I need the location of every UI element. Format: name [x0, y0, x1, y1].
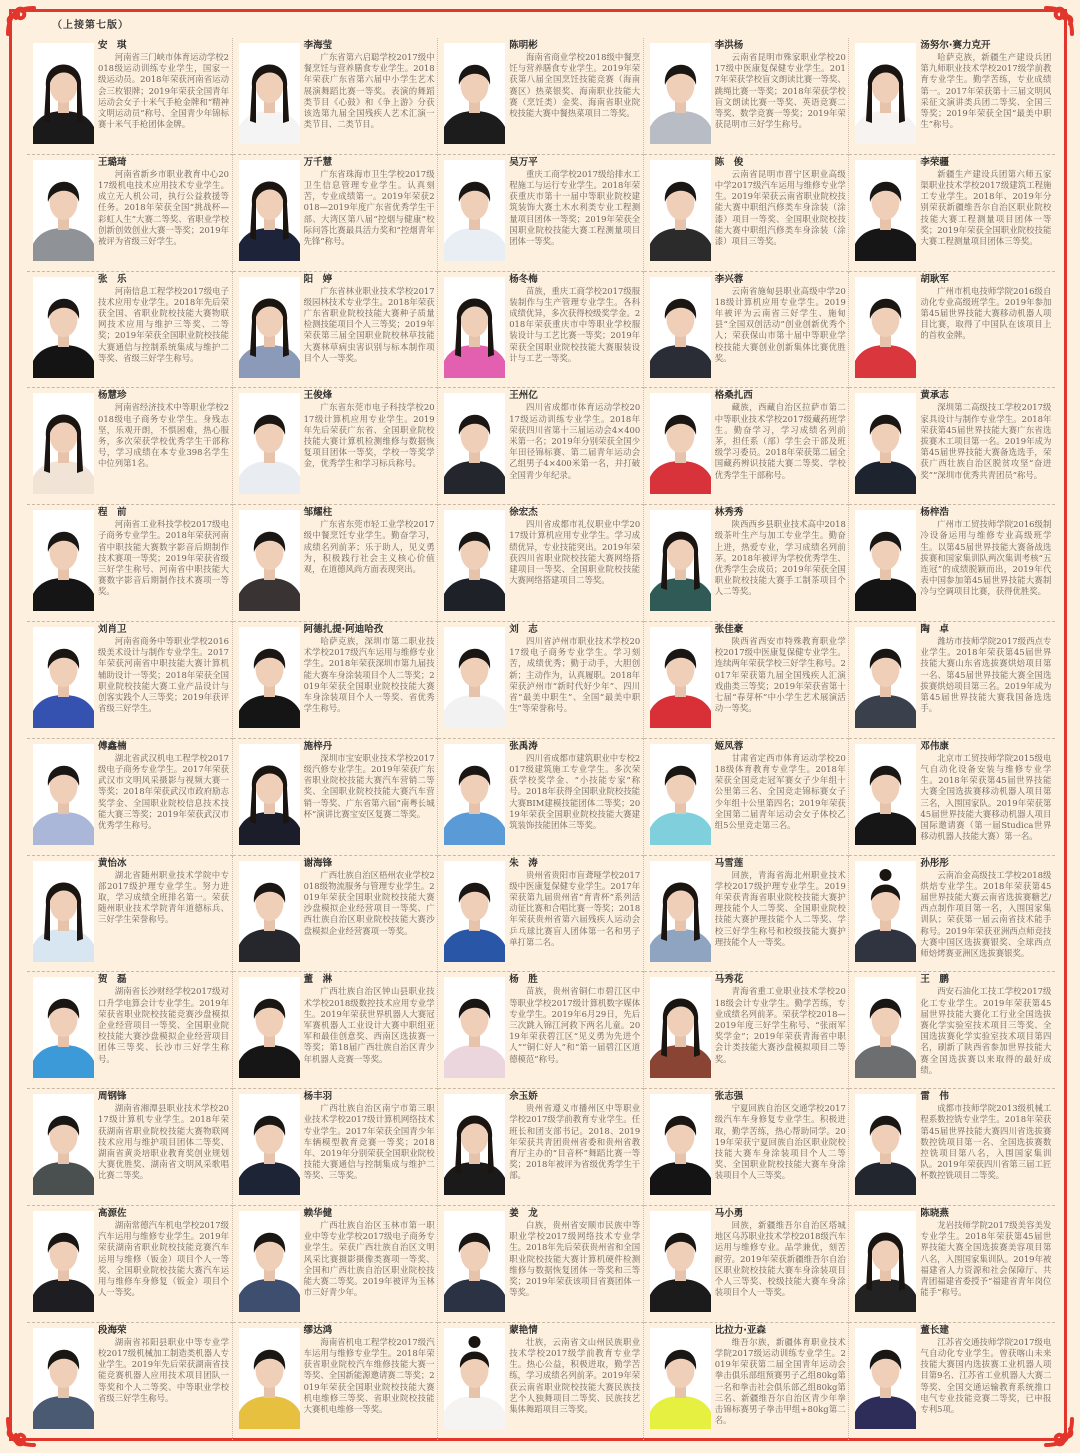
- person-name: 傅鑫楠: [98, 740, 127, 752]
- profile-card: [644, 38, 850, 155]
- person-bio: 陕西西乡县职业技术高中2018级茶叶生产与加工专业学生。勤奋上进，热爱专业，学习成绩名列前茅。2018年被评为学校优秀学生、优秀学生会成员；2019年荣获全国职业院校技能大赛手工制茶项目个人二等奖。: [714, 519, 846, 597]
- person-bio: 广西壮族自治区南宁市第三职业技术学校2017级计算机网络技术专业学生。2017年荣获全国青少年车辆模型教育竞赛一等奖；2018年、2019年分别荣获全国职业院校技能大赛通信与控制集成与维护二等奖、三等奖。: [303, 1103, 435, 1181]
- corner-ornament-icon: [4, 4, 38, 38]
- person-bio: 云南省昆明市殊家职业学校2017级中医康复保健专业学生。2017年荣获学校盲文朗读比赛一等奖、跳绳比赛一等奖；2018年荣获学校盲文朗读比赛一等奖、英语竞赛二等奖、数学竞赛一等奖；2019年荣获昆明市三好学生称号。: [714, 52, 846, 130]
- person-name: 吴万平: [509, 156, 538, 168]
- portrait-photo: [444, 1094, 505, 1195]
- profile-card: [233, 38, 439, 155]
- person-name: 张佳豪: [714, 623, 744, 635]
- continuation-note: （上接第七版）: [52, 20, 129, 31]
- person-bio: 哈萨克族，深圳市第二职业技术学校2017级汽车运用与维修专业学生。2018年荣获深圳市第九届技能大赛车身涂装项目个人二等奖；2019年荣获全国职业院校技能大赛车身涂装项目个人一等奖、省优秀学生称号。: [303, 635, 435, 714]
- person-name: 蒙艳情: [509, 1324, 538, 1336]
- profile-card: [438, 388, 644, 505]
- person-bio: 广东省林业职业技术学校2017级园林技术专业学生。2018年荣获广东省职业院校技能大赛种子质量检测技能项目个人三等奖；2019年荣获第三届全国职业院校林草技能大赛林草病虫害识别与标本制作项目个人一等奖。: [303, 285, 435, 363]
- portrait-photo: [855, 160, 916, 261]
- portrait-photo: [650, 160, 711, 261]
- portrait-photo: [650, 744, 711, 845]
- portrait-photo: [855, 977, 916, 1078]
- profile-card: [644, 739, 850, 856]
- person-name: 杨丰羽: [303, 1091, 333, 1103]
- profile-card: [644, 622, 850, 739]
- profile-card: [644, 1323, 850, 1440]
- profile-card: [644, 272, 850, 389]
- person-bio: 潍坊市技师学院2017级西点专业学生。2018年荣获第45届世界技能大赛山东省选拔赛烘焙项目第一名、第45届世界技能大赛全国选拔赛烘焙项目第三名。2019年成为第45届世界技能大赛我国备选选手。: [920, 635, 1052, 714]
- profile-card: [233, 856, 439, 973]
- portrait-photo: [239, 277, 300, 378]
- person-bio: 广东省东莞市轻工业学校2017级中餐烹饪专业学生。勤奋学习，成绩名列前茅；乐于助人，见义勇为，积极践行社会主义核心价值观，在道德风尚方面表现突出。: [303, 519, 435, 574]
- profile-card: [27, 856, 233, 973]
- person-name: 徐宏杰: [509, 507, 538, 519]
- profile-card: [849, 155, 1055, 272]
- profile-card: [438, 272, 644, 389]
- profile-card: [27, 1323, 233, 1440]
- portrait-photo: [650, 627, 711, 728]
- person-name: 缪达鸿: [303, 1324, 333, 1336]
- profile-card: [233, 505, 439, 622]
- person-name: 李兴蓉: [714, 273, 744, 285]
- person-name: 李洪杨: [714, 40, 744, 51]
- person-bio: 湖北省随州职业技术学院中专部2017级护理专业学生。努力进取，学习成绩全班排名第一。荣获随州职业技术学院青年道德标兵、三好学生荣誉称号。: [98, 869, 229, 925]
- person-name: 佘玉娇: [509, 1091, 538, 1103]
- person-bio: 苗族，贵州省铜仁市碧江区中等职业学校2017级计算机数字媒体专业学生。2019年6月29日，先后三次跳入锦江河救下两名儿童。2019年荣获碧江区“见义勇为先进个人”“铜仁好人”和“第一届碧江区道德模范”称号。: [509, 986, 641, 1064]
- person-bio: 湖南省湘潭县职业技术学校2017级计算机专业学生。2018年荣获湖南省职业院校技能大赛物联网技术应用与维护项目团体二等奖、湖南省黄炎培职业教育奖创业规划大赛优胜奖、湖南省文明风采歌唱比赛二等奖。: [98, 1103, 229, 1181]
- person-name: 阿德扎提·阿迪哈孜: [303, 623, 384, 635]
- portrait-photo: [33, 160, 94, 261]
- person-bio: 广东省第六启聪学校2017级中餐烹饪与营养膳食专业学生。2018年荣获广东省第六届中小学生艺术展演舞蹈比赛一等奖。表演的舞蹈类节目《心鼓》和《争上游》分获该选第九届全国残疾人艺术汇演一类节目、二类节目。: [303, 52, 435, 130]
- person-name: 陶 卓: [920, 623, 949, 635]
- person-name: 林秀秀: [714, 507, 744, 519]
- person-bio: 湖南省祁阳县职业中等专业学校2017级机械加工制造类机器人专业学生。2019年先后荣获湖南省技能竞赛机器人应用技术项目团队一等奖和个人二等奖、中等职业学校省级三好学生称号。: [98, 1336, 229, 1403]
- profile-card: [27, 388, 233, 505]
- person-bio: 青海省重工业职业技术学校2018级会计专业学生。勤学苦练，专业成绩名列前茅。荣获学校2018—2019年度三好学生称号、“张雨军奖学金”；2019年荣获青海省中职会计类技能大赛沙盘模拟项目二等奖。: [714, 986, 846, 1064]
- person-bio: 四川省成都市礼仪职业中学2017级计算机应用专业学生。学习成绩优异，专业技能突出。2019年荣获四川省职业院校技能大赛网络搭建项目一等奖、全国职业院校技能大赛网络搭建项目二等奖。: [509, 519, 641, 586]
- person-name: 姬凤蓉: [714, 740, 744, 752]
- person-bio: 云南省昆明市晋宁区职业高级中学2017级汽车运用与维修专业学生。2019年荣获云南省职业院校技能大赛中职组汽修类车身涂装（涂漆）项目一等奖、全国职业院校技能大赛中职组汽修类车身涂装（涂漆）项目三等奖。: [714, 168, 846, 247]
- portrait-photo: [650, 861, 711, 962]
- person-name: 杨 胜: [509, 974, 538, 986]
- person-bio: 新疆生产建设兵团第六师五家渠职业技术学校2017级建筑工程施工专业学生。2018年、2019年分别荣获新疆维吾尔自治区职业院校技能大赛工程测量项目团体一等奖；2019年荣获全国职业院校技能大赛工程测量项目团体三等奖。: [920, 168, 1052, 247]
- profile-card: [849, 505, 1055, 622]
- person-bio: 贵州省遵义市播州区中等职业学校2017级学前教育专业学生。任班长和团支部书记。2018、2019年荣获共青团贵州省委和贵州省教育厅主办的“目音杯”舞蹈比赛一等奖；2018年被评为省级优秀学生干部。: [509, 1103, 641, 1181]
- person-bio: 广西壮族自治区梧州农业学校2018级物流服务与管理专业学生。2019年荣获全国职业院校技能大赛沙盘模拟企业经营项目一等奖、广西壮族自治区职业院校技能大赛沙盘模拟企业经营赛项一等奖。: [303, 869, 435, 936]
- person-name: 孙彤彤: [920, 857, 949, 869]
- person-name: 贺 磊: [98, 974, 127, 986]
- portrait-photo: [33, 744, 94, 845]
- portrait-photo: [239, 43, 300, 144]
- person-bio: 广西壮族自治区钟山县职业技术学校2018级数控技术应用专业学生。2019年荣获世界机器人大赛冠军赛机器人工业设计大赛中职组亚军和最佳创意奖、西南区选拔赛一等奖；第18届广西壮族自治区青少年机器人竞赛一等奖。: [303, 986, 435, 1064]
- person-bio: 深圳第二高级技工学校2017级家具设计与制作专业学生。2018年荣获第45届世界技能大赛广东省选拔赛木工项目第一名。2019年成为第45届世界技能大赛备选选手，荣获广西壮族自治区脱贫攻坚“奋进奖”“深圳市优秀共青团员”称号。: [920, 402, 1052, 480]
- profile-card: [644, 505, 850, 622]
- person-name: 黄承志: [920, 390, 949, 402]
- person-name: 周钢锋: [98, 1091, 127, 1103]
- profile-card: [438, 1089, 644, 1206]
- portrait-photo: [855, 1211, 916, 1312]
- profile-card: [849, 972, 1055, 1089]
- portrait-photo: [33, 1328, 94, 1429]
- portrait-photo: [239, 1328, 300, 1429]
- person-bio: 重庆工商学校2017级给排水工程施工与运行专业学生。2018年荣获重庆市第十一届中等职业院校建筑装饰大赛土木水利类专业工程测量项目团体一等奖；2019年荣获全国职业院校技能大赛工程测量项目团体一等奖。: [509, 168, 641, 247]
- person-name: 施梓丹: [303, 740, 333, 752]
- person-name: 格桑扎西: [714, 390, 753, 402]
- person-bio: 广东省珠海市卫生学校2017级卫生信息管理专业学生。认真刻苦，专业成绩第一。2019年荣获2018—2019年度广东省优秀学生干部、大湾区第八届“控烟与健康”校际问答比赛最具活力奖和“控烟青年先锋”称号。: [303, 168, 435, 247]
- person-bio: 广州市工贸技师学院2016级制冷设备运用与维修专业高级班学生。以第45届世界技能大赛备战选拔赛和国家集训队两次集训考核“五连冠”的成绩脱颖而出，2019年代表中国参加第45届世界技能大赛制冷与空调项目比赛，获得优胜奖。: [920, 519, 1052, 597]
- profile-card: [438, 1206, 644, 1323]
- profile-card: [849, 272, 1055, 389]
- portrait-photo: [650, 277, 711, 378]
- person-bio: 河南省新乡市职业教育中心2017级机电技术应用技术专业学生。成立无人机公司，执行公益救援等任务。2018年荣获全国“挑战杯—彩虹人生”大赛二等奖、省职业学校创新创效创业大赛一等奖；2019年被评为省级三好学生。: [98, 168, 229, 247]
- profile-card: [27, 38, 233, 155]
- portrait-photo: [650, 1211, 711, 1312]
- person-name: 安 琪: [98, 40, 127, 51]
- person-bio: 四川省成都市建筑职业中专校2017级建筑施工专业学生。多次荣获学校奖学金、“小技能专家”称号。2018年获得全国职业院校技能大赛BIM建模技能团体二等奖；2019年荣获全国职业院校技能大赛建筑装饰技能团体三等奖。: [509, 752, 641, 830]
- portrait-photo: [444, 393, 505, 494]
- person-bio: 云南冶金高级技工学校2018级烘焙专业学生。2018年荣获第45届世界技能大赛云南省选拔赛糖艺/西点制作项目第一名，入围国家集训队；荣获第一届云南省技术能手称号。2019年荣获亚洲西点师竞技大赛中国区选拔赛银奖、全球西点师焙烤赛亚洲区选拔赛银奖。: [920, 869, 1052, 958]
- profile-card: [644, 1089, 850, 1206]
- person-bio: 甘肃省定西市体育运动学校2018级体育教育专业学生。2018年荣获全国竞走冠军赛女子少年组十公里第三名、全国竞走锦标赛女子少年组十公里第四名；2019年荣获全国第二届青年运动会女子体校乙组5公里竞走第三名。: [714, 752, 846, 830]
- portrait-photo: [239, 510, 300, 611]
- profile-card: [438, 622, 644, 739]
- person-name: 王璐琦: [98, 156, 127, 168]
- person-bio: 苗族，重庆工商学校2017级服装制作与生产管理专业学生。各科成绩优异，多次获得校级奖学金。2018年荣获重庆市中等职业学校服装设计与工艺比赛一等奖；2019年荣获全国职业院校技能大赛服装设计与工艺一等奖。: [509, 285, 641, 363]
- person-name: 邹耀柱: [303, 507, 333, 519]
- portrait-photo: [33, 1094, 94, 1195]
- person-bio: 湖南常德汽车机电学校2017级汽车运用与维修专业学生。2019年荣获湖南省职业院校技能竞赛汽车运用与维修（钣金）项目个人一等奖、全国职业院校技能大赛汽车运用与维修车身修复（钣金）项目个人一等奖。: [98, 1219, 229, 1298]
- portrait-photo: [239, 1211, 300, 1312]
- profile-card: [27, 622, 233, 739]
- profile-card: [233, 272, 439, 389]
- portrait-photo: [444, 744, 505, 845]
- profile-card: [438, 155, 644, 272]
- person-name: 朱 涛: [509, 857, 538, 869]
- portrait-photo: [33, 977, 94, 1078]
- person-name: 刘 志: [509, 623, 538, 635]
- person-name: 马小勇: [714, 1207, 744, 1219]
- portrait-photo: [444, 277, 505, 378]
- profile-card: [644, 856, 850, 973]
- portrait-photo: [650, 977, 711, 1078]
- person-name: 杨梓浩: [920, 507, 949, 519]
- person-name: 李海莹: [303, 40, 333, 51]
- person-name: 陈晓燕: [920, 1207, 949, 1219]
- person-bio: 广西壮族自治区玉林市第一职业中等专业学校2017级电子商务专业学生。荣获广西壮族自治区文明风采比赛摄影摄像类赛项一等奖、全国和广西壮族自治区职业院校技能大赛二等奖。2019年被评为玉林市三好青少年。: [303, 1219, 435, 1298]
- portrait-photo: [444, 510, 505, 611]
- person-name: 段海荣: [98, 1324, 127, 1336]
- person-bio: 白族，贵州省安顺市民族中等职业学校2017级网络技术专业学生。2018年先后荣获贵州省和全国职业院校技能大赛计算机硬件检测维修与数据恢复团体一等奖和三等奖；2019年荣获该项目省赛团体一等奖。: [509, 1219, 641, 1298]
- portrait-photo: [239, 861, 300, 962]
- portrait-photo: [855, 627, 916, 728]
- portrait-photo: [239, 1094, 300, 1195]
- person-bio: 广东省东莞市电子科技学校2017级计算机应用专业学生。2019年先后荣获广东省、全国职业院校技能大赛计算机检测维修与数据恢复项目团体一等奖，学校一等奖学金，优秀学生和学习标兵称号。: [303, 402, 435, 469]
- profile-card: [644, 1206, 850, 1323]
- person-name: 阳 婷: [303, 273, 333, 285]
- person-bio: 湖北省武汉机电工程学校2017级电子商务专业学生。2017年荣获武汉市文明风采摄影与视频大赛一等奖；2018年荣获武汉市政府励志奖学金、全国职业院校信息技术技能大赛三等奖；2019年荣获武汉市优秀学生称号。: [98, 752, 229, 830]
- person-name: 杨慧珍: [98, 390, 127, 402]
- portrait-photo: [33, 627, 94, 728]
- person-name: 陈明彬: [509, 40, 538, 51]
- profile-card: [233, 1089, 439, 1206]
- person-bio: 海南省机电工程学校2017级汽车运用与维修专业学生。2018年荣获省职业院校汽车维修技能大赛一等奖、全国新能源邀请赛二等奖；2019年荣获全国职业院校技能大赛机电维修三等奖、省职业院校技能大赛机电维修一等奖。: [303, 1336, 435, 1414]
- portrait-photo: [444, 627, 505, 728]
- person-name: 赖华健: [303, 1207, 333, 1219]
- corner-ornament-icon: [1042, 4, 1076, 38]
- portrait-photo: [650, 510, 711, 611]
- person-name: 黄怡冰: [98, 857, 127, 869]
- portrait-photo: [855, 1328, 916, 1429]
- profile-card: [233, 1206, 439, 1323]
- person-name: 董 淋: [303, 974, 333, 986]
- person-name: 董长建: [920, 1324, 949, 1336]
- profile-card: [233, 972, 439, 1089]
- person-name: 汤努尔·赛力克开: [920, 40, 991, 51]
- portrait-photo: [855, 277, 916, 378]
- portrait-photo: [33, 393, 94, 494]
- profile-card: [27, 1206, 233, 1323]
- person-bio: 回族，青海省海北州职业技术学校2017级护理专业学生。2019年荣获青海省职业院校技能大赛护理技能个人二等奖、全国职业院校技能大赛护理技能个人二等奖、学校三好学生称号和校级技能大赛护理技能个人一等奖。: [714, 869, 846, 947]
- portrait-photo: [650, 1328, 711, 1429]
- person-name: 马秀花: [714, 974, 744, 986]
- profile-grid: [27, 38, 1055, 1440]
- person-name: 杨冬梅: [509, 273, 538, 285]
- person-name: 姜 龙: [509, 1207, 538, 1219]
- portrait-photo: [444, 1211, 505, 1312]
- person-name: 陈 俊: [714, 156, 744, 168]
- profile-card: [27, 739, 233, 856]
- profile-card: [27, 972, 233, 1089]
- profile-card: [438, 972, 644, 1089]
- portrait-photo: [33, 43, 94, 144]
- person-bio: 龙岩技师学院2017级美容美发专业学生。2018年荣获第45届世界技能大赛全国选拔赛美容项目第八名，入围国家集训队。2019年被福建省人力资源和社会保障厅、共青团福建省委授予“福建省青年岗位能手”称号。: [920, 1219, 1052, 1298]
- person-bio: 湖南省长沙财经学校2017级对口升学电算会计专业学生。2019年荣获省职业院校技能竞赛沙盘模拟企业经营项目一等奖、全国职业院校技能大赛沙盘模拟企业经营项目团体三等奖、长沙市三好学生称号。: [98, 986, 229, 1064]
- person-bio: 河南省商务中等职业学校2016级美术设计与制作专业学生。2017年荣获河南省中职技能大赛计算机辅助设计一等奖；2018年荣获全国职业院校技能大赛工业产品设计与创客实践个人三等奖；2019年获评省级三好学生。: [98, 635, 229, 714]
- person-bio: 藏族，西藏自治区拉萨市第二中等职业技术学校2017级藏药班学生。勤奋学习，学习成绩名列前茅，担任系（部）学生会干部及班级学习委员。2018年荣获第二届全国藏药辨识技能大赛二等奖、学校优秀学生干部称号。: [714, 402, 846, 480]
- profile-card: [644, 388, 850, 505]
- portrait-photo: [650, 1094, 711, 1195]
- portrait-photo: [239, 744, 300, 845]
- profile-card: [233, 388, 439, 505]
- portrait-photo: [855, 861, 916, 962]
- portrait-photo: [855, 744, 916, 845]
- profile-card: [849, 388, 1055, 505]
- profile-card: [27, 272, 233, 389]
- person-bio: 北京市工贸技师学院2015级电气自动化设备安装与维修专业学生。2018年荣获第45届世界技能大赛全国选拔赛移动机器人项目第三名，入围国家队。2019年荣获第45届世界技能大赛移动机器人项目国际邀请赛（第一届Studica世界移动机器人技能大赛）第一名。: [920, 752, 1052, 842]
- portrait-photo: [33, 1211, 94, 1312]
- person-bio: 云南省施甸县职业高级中学2018级计算机应用专业学生。2019年被评为云南省三好学生、施甸县“全国双创活动”创业创新优秀个人；荣获保山市第十届中等职业学校技能大赛创业创新集体比赛优胜奖。: [714, 285, 846, 363]
- portrait-photo: [855, 393, 916, 494]
- profile-card: [233, 739, 439, 856]
- profile-card: [233, 155, 439, 272]
- person-bio: 深圳市宝安职业技术学校2017级汽修专业学生。2019年荣获广东省职业院校技能大赛汽车营销二等奖、全国职业院校技能大赛汽车营销一等奖、广东省第六届“南粤长城杯”演讲比赛宝安区复赛二等奖。: [303, 752, 435, 819]
- portrait-photo: [239, 627, 300, 728]
- profile-card: [849, 622, 1055, 739]
- person-name: 马雪莲: [714, 857, 744, 869]
- person-bio: 四川省成都市体育运动学校2017级运动训练专业学生。2018年荣获四川省第十三届运动会4×400米第一名；2019年分别荣获全国少年田径锦标赛、第二届青年运动会乙组男子4×400米第一名，并打破全国青少年纪录。: [509, 402, 641, 480]
- portrait-photo: [33, 277, 94, 378]
- profile-card: [27, 155, 233, 272]
- person-name: 谢海锋: [303, 857, 333, 869]
- portrait-photo: [33, 861, 94, 962]
- profile-card: [438, 856, 644, 973]
- person-bio: 河南信息工程学校2017级电子技术应用专业学生。2018年先后荣获全国、省职业院校技能大赛物联网技术应用与维护三等奖、二等奖；2019年荣获全国职业院校技能大赛通信与控制系统集成与维护二等奖、省级三好学生称号。: [98, 285, 229, 363]
- person-name: 刘肖卫: [98, 623, 127, 635]
- person-name: 王 鹏: [920, 974, 949, 986]
- person-bio: 壮族，云南省文山州民族职业技术学校2017级学前教育专业学生。热心公益，积极进取，勤学苦练，学习成绩名列前茅。2019年荣获云南省职业院校技能大赛民族技艺个人独舞项目二等奖、民族技艺集体舞蹈项目三等奖。: [509, 1336, 641, 1414]
- person-bio: 江苏省交通技师学院2017级电气自动化专业学生。曾获喀山未来技能大赛国内选拔赛工业机器人项目第9名、江苏省工业机器人大赛二等奖、全国交通运输教育系统推口电气专业技能竞赛二等奖，已申报专利5项。: [920, 1336, 1052, 1414]
- person-name: 王俊烽: [303, 390, 333, 402]
- portrait-photo: [444, 861, 505, 962]
- profile-card: [849, 1089, 1055, 1206]
- person-bio: 西安石油化工技工学校2017级化工专业学生。2019年荣获第45届世界技能大赛化工行业全国选拔赛化学实验室技术项目三等奖、全国选拔赛化学实验室技术项目第四名，刷新了陕西省参加世界技能大赛全国选拔赛以来取得的最好成绩。: [920, 986, 1052, 1075]
- profile-card: [233, 622, 439, 739]
- person-bio: 回族，新疆维吾尔自治区塔城地区乌苏职业技术学校2018级汽车运用与维修专业。品学兼优，刻苦耐劳。2019年荣获新疆维吾尔自治区职业院校技能大赛车身涂装项目个人三等奖、校级技能大赛车身涂装项目个人一等奖。: [714, 1219, 846, 1298]
- person-name: 程 前: [98, 507, 127, 519]
- person-name: 张禹涛: [509, 740, 538, 752]
- person-bio: 维吾尔族，新疆体育职业技术学院2017级运动训练专业学生。2019年荣获第二届全国青年运动会拳击俱乐部组预赛男子乙组80kg第一名和拳击社会俱乐部乙组80kg第三名、新疆维吾尔自治区青少年拳击锦标赛男子拳击甲组+80kg第二名。: [714, 1336, 846, 1426]
- portrait-photo: [444, 43, 505, 144]
- person-bio: 河南省经济技术中等职业学校2018级电子商务专业学生。身残志坚，乐观开朗，不惧困难，热心服务，多次荣获学校优秀学生干部称号，学习成绩在本专业398名学生中位列第1名。: [98, 402, 229, 469]
- portrait-photo: [444, 1328, 505, 1429]
- person-name: 王州亿: [509, 390, 538, 402]
- person-bio: 宁夏回族自治区交通学校2017级汽车车身修复专业学生。积极进取，勤学苦练，热心帮助同学。2019年荣获宁夏回族自治区职业院校技能大赛车身涂装项目个人二等奖、全国职业院校技能大赛车身涂装项目个人三等奖。: [714, 1103, 846, 1181]
- portrait-photo: [855, 43, 916, 144]
- profile-card: [233, 1323, 439, 1440]
- profile-card: [644, 155, 850, 272]
- person-bio: 四川省泸州市职业技术学校2017级电子商务专业学生。学习刻苦，成绩优秀；勤于动手，大胆创新；主动作为，认真履职。2018年荣获泸州市“新时代好少年”、四川省“最美中职生”、全国“最美中职生”等荣誉称号。: [509, 635, 641, 714]
- person-bio: 贵州省贵阳市盲聋哑学校2017级中医康复保健专业学生。2017年荣获第九届贵州省“育青杯”系列活动征比赛和合唱比赛一等奖；2018年荣获贵州省第六届残疾人运动会乒乓球比赛盲人团体第一名和男子单打第二名。: [509, 869, 641, 947]
- person-bio: 陕西省西安市特殊教育职业学校2017级中医康复保健专业学生。连续两年荣获学校三好学生称号。2017年荣获第九届全国残疾人汇演戏曲类三等奖；2019年荣获省第十七届“春芽杯”中小学生艺术展演活动一等奖。: [714, 635, 846, 714]
- person-name: 李荣疆: [920, 156, 949, 168]
- person-name: 张 乐: [98, 273, 127, 285]
- person-name: 张志强: [714, 1091, 744, 1103]
- portrait-photo: [444, 160, 505, 261]
- profile-card: [849, 739, 1055, 856]
- portrait-photo: [239, 160, 300, 261]
- portrait-photo: [650, 43, 711, 144]
- person-bio: 河南省三门峡市体育运动学校2018级运动训练专业学生，国家一级运动员。2018年荣获河南省运动会三枚银牌；2019年荣获全国青年运动会女子十米气手枪金牌和“精神文明运动员”称号、全国青少年锦标赛十米气手枪团体金牌。: [98, 52, 229, 130]
- portrait-photo: [650, 393, 711, 494]
- profile-card: [849, 38, 1055, 155]
- profile-card: [849, 1323, 1055, 1440]
- person-bio: 成都市技师学院2013级机械工程系数控铣专业学生。2018年荣获第45届世界技能大赛四川省选拔赛数控铣项目第一名、全国选拔赛数控铣项目第八名，入围国家集训队。2019年荣获四川省第三届工匠杯数控铣项目二等奖。: [920, 1103, 1052, 1181]
- profile-card: [849, 1206, 1055, 1323]
- person-name: 万千慧: [303, 156, 333, 168]
- person-name: 雷 伟: [920, 1091, 949, 1103]
- person-bio: 哈萨克族，新疆生产建设兵团第九师职业技术学校2017级学前教育专业学生。勤学苦练，专业成绩第一。2017年荣获第十三届文明风采征文演讲类兵团二等奖、全国三等奖；2019年荣获全国“最美中职生”称号。: [920, 52, 1052, 130]
- portrait-photo: [444, 977, 505, 1078]
- portrait-photo: [239, 393, 300, 494]
- profile-card: [438, 739, 644, 856]
- profile-card: [644, 972, 850, 1089]
- portrait-photo: [855, 510, 916, 611]
- profile-card: [27, 505, 233, 622]
- person-bio: 广州市机电技师学院2016级自动化专业高级班学生。2019年参加第45届世界技能大赛移动机器人项目比赛，取得了中国队在该项目上的首枚金牌。: [920, 285, 1052, 341]
- person-name: 胡耿军: [920, 273, 949, 285]
- person-bio: 河南省工业科技学校2017级电子商务专业学生。2018年荣获河南省中职技能大赛数字影音后期制作技术赛项一等奖；2019年荣获省级三好学生称号、河南省中职技能大赛数字影音后期制作技术赛项一等奖。: [98, 519, 229, 597]
- profile-card: [27, 1089, 233, 1206]
- profile-card: [438, 505, 644, 622]
- profile-card: [849, 856, 1055, 973]
- profile-card: [438, 38, 644, 155]
- person-bio: 海南省商业学校2018级中餐烹饪与营养膳食专业学生。2019年荣获第八届全国烹饪技能竞赛（海南赛区）热菜银奖、海南职业技能大赛（烹饪类）金奖、海南省职业院校技能大赛中餐热菜项目二等奖。: [509, 52, 641, 119]
- portrait-photo: [855, 1094, 916, 1195]
- portrait-photo: [239, 977, 300, 1078]
- person-name: 比拉力·亚森: [714, 1324, 766, 1336]
- person-name: 高源佐: [98, 1207, 127, 1219]
- person-name: 邓伟康: [920, 740, 949, 752]
- profile-card: [438, 1323, 644, 1440]
- portrait-photo: [33, 510, 94, 611]
